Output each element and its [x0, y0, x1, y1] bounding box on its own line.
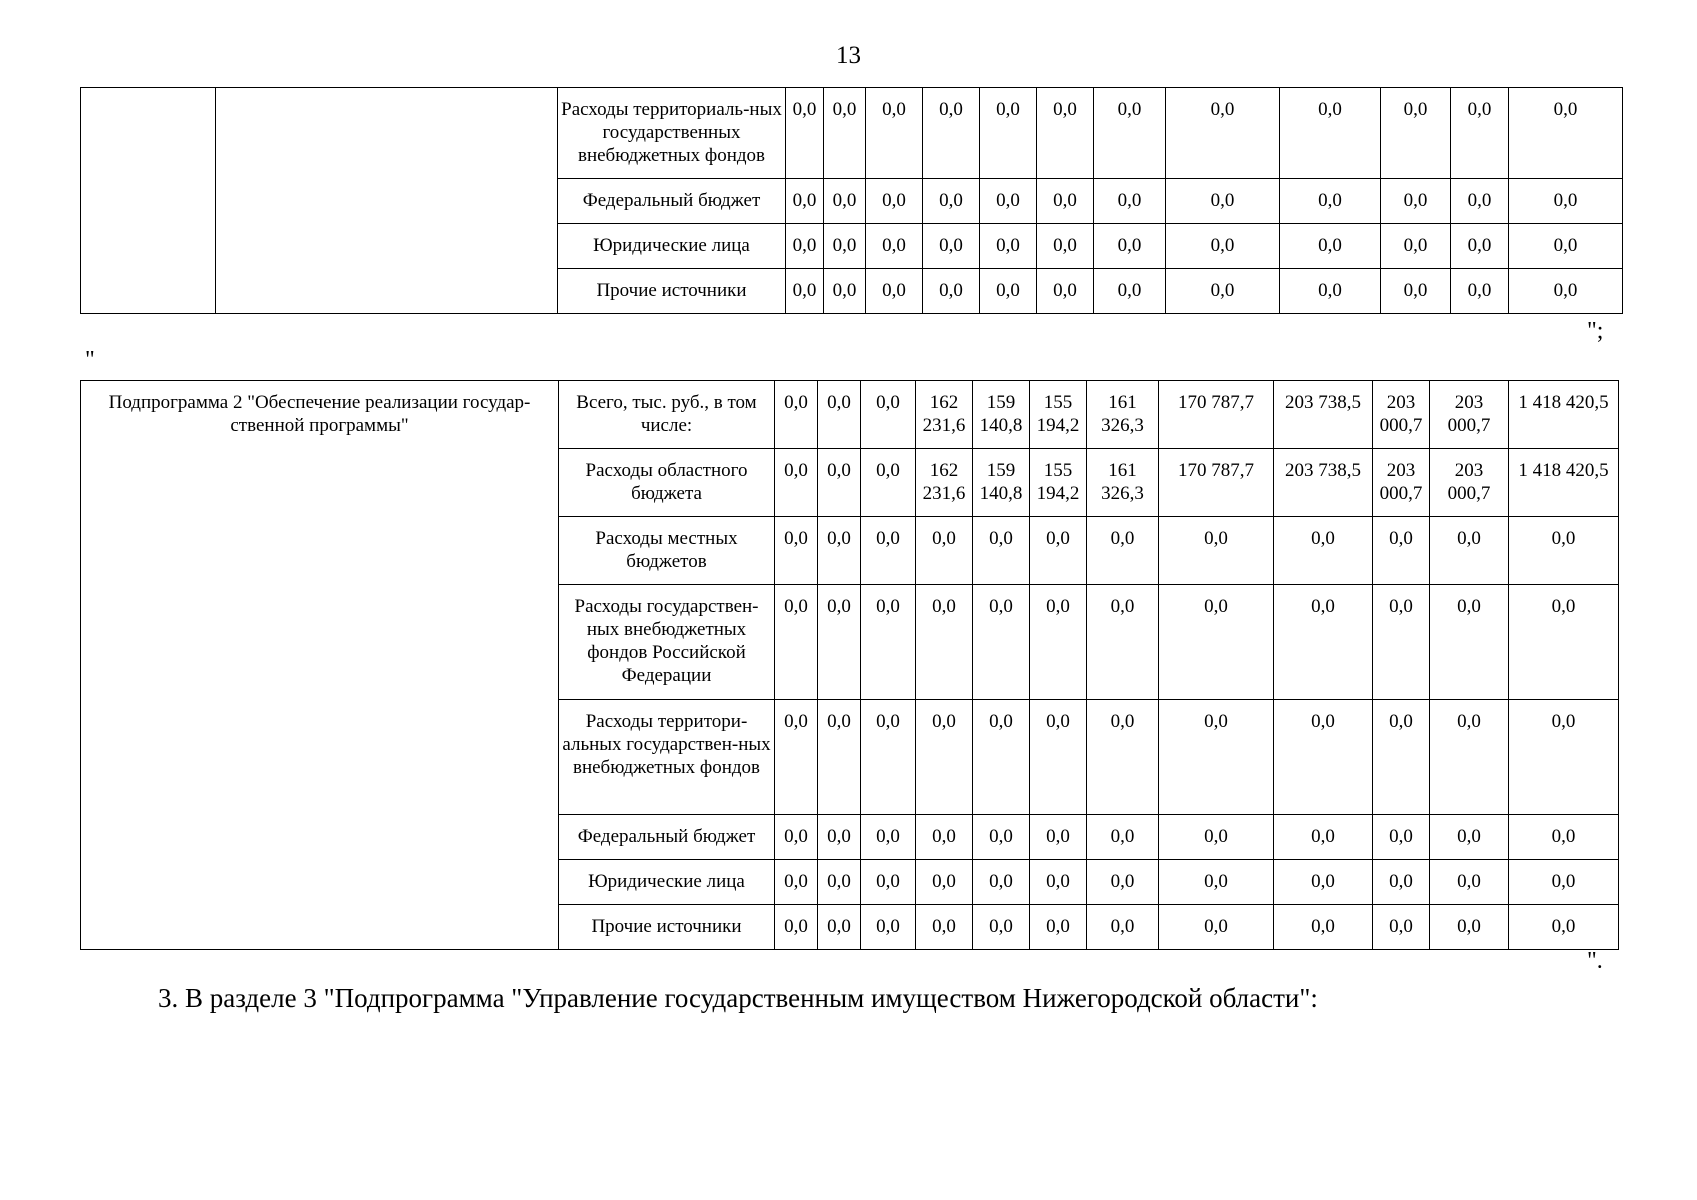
value-cell: 0,0 — [1430, 815, 1509, 860]
empty-cell — [81, 88, 216, 314]
value-cell: 0,0 — [1030, 517, 1087, 585]
value-cell: 0,0 — [818, 905, 861, 950]
value-cell: 0,0 — [1087, 905, 1159, 950]
value-cell: 0,0 — [1451, 269, 1509, 314]
value-cell: 159 140,8 — [973, 449, 1030, 517]
value-cell: 0,0 — [824, 179, 866, 224]
value-cell: 0,0 — [1087, 585, 1159, 700]
value-cell: 0,0 — [861, 449, 916, 517]
value-cell: 0,0 — [1381, 224, 1451, 269]
page-number: 13 — [836, 42, 861, 69]
value-cell: 155 194,2 — [1030, 381, 1087, 449]
value-cell: 0,0 — [1509, 88, 1623, 179]
value-cell: 0,0 — [1509, 224, 1623, 269]
value-cell: 0,0 — [861, 585, 916, 700]
value-cell: 0,0 — [861, 860, 916, 905]
value-cell: 155 194,2 — [1030, 449, 1087, 517]
value-cell: 0,0 — [775, 517, 818, 585]
table-row — [81, 88, 1623, 179]
value-cell: 0,0 — [973, 700, 1030, 815]
value-cell: 0,0 — [818, 381, 861, 449]
value-cell: 0,0 — [1166, 269, 1280, 314]
row-label: Прочие источники — [559, 905, 775, 950]
value-cell: 0,0 — [1509, 585, 1619, 700]
value-cell: 0,0 — [1430, 860, 1509, 905]
value-cell: 0,0 — [1274, 815, 1373, 860]
value-cell: 0,0 — [1094, 179, 1166, 224]
value-cell: 0,0 — [824, 88, 866, 179]
value-cell: 159 140,8 — [973, 381, 1030, 449]
value-cell: 0,0 — [1037, 269, 1094, 314]
value-cell: 0,0 — [861, 815, 916, 860]
value-cell: 0,0 — [980, 179, 1037, 224]
value-cell: 0,0 — [1430, 585, 1509, 700]
value-cell: 0,0 — [1094, 224, 1166, 269]
opening-quote: " — [85, 347, 95, 373]
value-cell: 0,0 — [923, 179, 980, 224]
value-cell: 0,0 — [1274, 700, 1373, 815]
value-cell: 0,0 — [1381, 269, 1451, 314]
value-cell: 203 738,5 — [1274, 381, 1373, 449]
value-cell: 0,0 — [1159, 815, 1274, 860]
value-cell: 0,0 — [1509, 269, 1623, 314]
closing-quote: ". — [1587, 948, 1603, 974]
value-cell: 0,0 — [1159, 700, 1274, 815]
value-cell: 0,0 — [916, 905, 973, 950]
value-cell: 0,0 — [1094, 88, 1166, 179]
value-cell: 0,0 — [980, 224, 1037, 269]
value-cell: 0,0 — [1373, 905, 1430, 950]
value-cell: 0,0 — [1087, 517, 1159, 585]
value-cell: 0,0 — [1274, 585, 1373, 700]
value-cell: 0,0 — [866, 179, 923, 224]
value-cell: 203 000,7 — [1373, 381, 1430, 449]
value-cell: 0,0 — [973, 517, 1030, 585]
value-cell: 0,0 — [1030, 860, 1087, 905]
value-cell: 0,0 — [980, 88, 1037, 179]
value-cell: 0,0 — [786, 224, 824, 269]
value-cell: 0,0 — [866, 88, 923, 179]
value-cell: 0,0 — [786, 179, 824, 224]
value-cell: 0,0 — [1087, 815, 1159, 860]
value-cell: 0,0 — [973, 860, 1030, 905]
value-cell: 0,0 — [1166, 88, 1280, 179]
value-cell: 0,0 — [866, 224, 923, 269]
value-cell: 0,0 — [916, 815, 973, 860]
value-cell: 0,0 — [1159, 860, 1274, 905]
value-cell: 0,0 — [1087, 700, 1159, 815]
value-cell: 0,0 — [916, 700, 973, 815]
value-cell: 0,0 — [775, 449, 818, 517]
value-cell: 0,0 — [916, 860, 973, 905]
value-cell: 0,0 — [775, 585, 818, 700]
value-cell: 0,0 — [818, 700, 861, 815]
value-cell: 0,0 — [923, 224, 980, 269]
value-cell: 0,0 — [861, 700, 916, 815]
value-cell: 0,0 — [818, 517, 861, 585]
value-cell: 0,0 — [1509, 517, 1619, 585]
value-cell: 0,0 — [1430, 905, 1509, 950]
row-label: Расходы областного бюджета — [559, 449, 775, 517]
value-cell: 0,0 — [1509, 179, 1623, 224]
value-cell: 0,0 — [1373, 585, 1430, 700]
value-cell: 0,0 — [1280, 224, 1381, 269]
row-label: Расходы местных бюджетов — [559, 517, 775, 585]
value-cell: 170 787,7 — [1159, 381, 1274, 449]
value-cell: 0,0 — [1030, 585, 1087, 700]
value-cell: 0,0 — [1094, 269, 1166, 314]
value-cell: 162 231,6 — [916, 381, 973, 449]
value-cell: 0,0 — [1037, 88, 1094, 179]
value-cell: 0,0 — [861, 905, 916, 950]
value-cell: 0,0 — [916, 517, 973, 585]
value-cell: 0,0 — [1037, 224, 1094, 269]
value-cell: 0,0 — [1159, 905, 1274, 950]
value-cell: 0,0 — [1166, 179, 1280, 224]
value-cell: 1 418 420,5 — [1509, 449, 1619, 517]
value-cell: 203 000,7 — [1430, 381, 1509, 449]
closing-quote: "; — [1587, 318, 1604, 344]
value-cell: 0,0 — [1037, 179, 1094, 224]
value-cell: 0,0 — [1280, 88, 1381, 179]
value-cell: 0,0 — [1451, 88, 1509, 179]
value-cell: 0,0 — [818, 585, 861, 700]
value-cell: 1 418 420,5 — [1509, 381, 1619, 449]
value-cell: 161 326,3 — [1087, 381, 1159, 449]
value-cell: 0,0 — [786, 88, 824, 179]
row-label: Федеральный бюджет — [559, 815, 775, 860]
value-cell: 0,0 — [1280, 269, 1381, 314]
value-cell: 203 000,7 — [1373, 449, 1430, 517]
section-paragraph: 3. В разделе 3 "Подпрограмма "Управление государственным имуществом Нижегородской области": — [158, 983, 1318, 1013]
subprogram-title: Подпрограмма 2 "Обеспечение реализации государ-ственной программы" — [81, 381, 559, 950]
value-cell: 0,0 — [1373, 700, 1430, 815]
value-cell: 0,0 — [818, 860, 861, 905]
value-cell: 0,0 — [1509, 700, 1619, 815]
value-cell: 0,0 — [923, 269, 980, 314]
value-cell: 0,0 — [1373, 815, 1430, 860]
value-cell: 0,0 — [1159, 517, 1274, 585]
row-label: Всего, тыс. руб., в том числе: — [559, 381, 775, 449]
value-cell: 0,0 — [818, 815, 861, 860]
value-cell: 0,0 — [1274, 905, 1373, 950]
value-cell: 0,0 — [1087, 860, 1159, 905]
value-cell: 0,0 — [775, 815, 818, 860]
table-row — [81, 381, 1619, 449]
row-label: Расходы территори-альных государствен-ных внебюджетных фондов — [559, 700, 775, 815]
value-cell: 0,0 — [824, 269, 866, 314]
value-cell: 170 787,7 — [1159, 449, 1274, 517]
value-cell: 0,0 — [1509, 815, 1619, 860]
value-cell: 0,0 — [1381, 179, 1451, 224]
value-cell: 0,0 — [861, 517, 916, 585]
row-label: Федеральный бюджет — [558, 179, 786, 224]
value-cell: 0,0 — [1509, 905, 1619, 950]
value-cell: 0,0 — [1030, 815, 1087, 860]
value-cell: 0,0 — [775, 860, 818, 905]
value-cell: 0,0 — [1030, 905, 1087, 950]
value-cell: 0,0 — [866, 269, 923, 314]
row-label: Расходы территориаль-ных государственных внебюджетных фондов — [558, 88, 786, 179]
value-cell: 0,0 — [1030, 700, 1087, 815]
value-cell: 0,0 — [824, 224, 866, 269]
value-cell: 161 326,3 — [1087, 449, 1159, 517]
value-cell: 0,0 — [786, 269, 824, 314]
value-cell: 0,0 — [1373, 517, 1430, 585]
value-cell: 0,0 — [1274, 517, 1373, 585]
value-cell: 162 231,6 — [916, 449, 973, 517]
budget-table-continuation — [80, 87, 1623, 314]
value-cell: 0,0 — [923, 88, 980, 179]
row-label: Юридические лица — [558, 224, 786, 269]
value-cell: 0,0 — [1451, 179, 1509, 224]
value-cell: 203 000,7 — [1430, 449, 1509, 517]
value-cell: 0,0 — [1159, 585, 1274, 700]
value-cell: 0,0 — [1430, 700, 1509, 815]
row-label: Расходы государствен-ных внебюджетных фондов Российской Федерации — [559, 585, 775, 700]
value-cell: 0,0 — [1274, 860, 1373, 905]
value-cell: 0,0 — [916, 585, 973, 700]
value-cell: 203 738,5 — [1274, 449, 1373, 517]
value-cell: 0,0 — [1166, 224, 1280, 269]
value-cell: 0,0 — [1373, 860, 1430, 905]
value-cell: 0,0 — [973, 585, 1030, 700]
value-cell: 0,0 — [818, 449, 861, 517]
value-cell: 0,0 — [1430, 517, 1509, 585]
subprogram-2-table — [80, 380, 1619, 950]
row-label: Юридические лица — [559, 860, 775, 905]
value-cell: 0,0 — [973, 905, 1030, 950]
row-label: Прочие источники — [558, 269, 786, 314]
value-cell: 0,0 — [775, 381, 818, 449]
value-cell: 0,0 — [1381, 88, 1451, 179]
value-cell: 0,0 — [775, 700, 818, 815]
value-cell: 0,0 — [973, 815, 1030, 860]
value-cell: 0,0 — [1451, 224, 1509, 269]
value-cell: 0,0 — [775, 905, 818, 950]
value-cell: 0,0 — [980, 269, 1037, 314]
empty-cell — [216, 88, 558, 314]
value-cell: 0,0 — [1509, 860, 1619, 905]
value-cell: 0,0 — [861, 381, 916, 449]
value-cell: 0,0 — [1280, 179, 1381, 224]
